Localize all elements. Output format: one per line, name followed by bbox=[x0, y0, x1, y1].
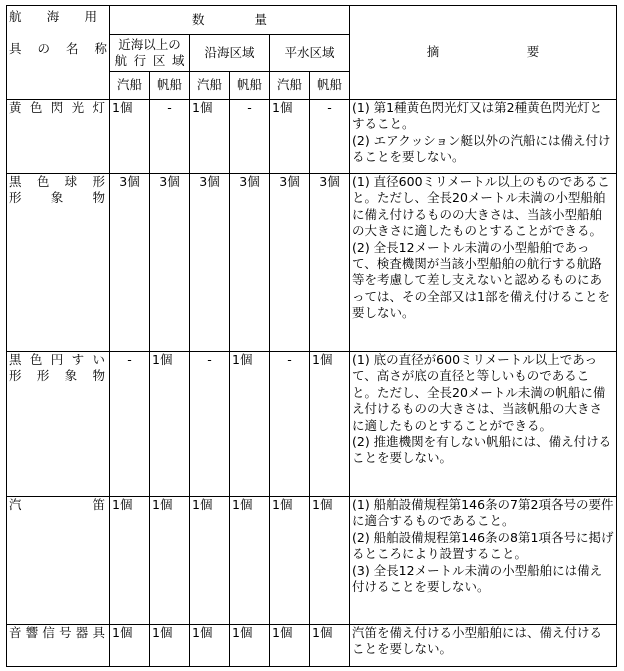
item-name-header bbox=[7, 6, 110, 100]
qty-cell: - bbox=[110, 352, 150, 497]
steam-header-3: 汽船 bbox=[270, 72, 310, 100]
item-header-line-2: 具 の 名 称 bbox=[9, 41, 107, 57]
remark-note: (1) 船舶設備規程第146条の7第2項各号の要件に適合するものであること。 bbox=[352, 497, 614, 529]
qty-cell: 1個 bbox=[270, 497, 310, 625]
item-name-line: 形 形 象 物 bbox=[9, 368, 105, 384]
qty-cell: 3個 bbox=[110, 174, 150, 352]
sail-header-2: 帆船 bbox=[230, 72, 270, 100]
remark-note: (2) 推進機関を有しない帆船には、備え付けることを要しない。 bbox=[352, 434, 612, 466]
equipment-table bbox=[6, 5, 617, 667]
qty-cell: 1個 bbox=[190, 100, 230, 174]
qty-cell: - bbox=[230, 100, 270, 174]
qty-cell: - bbox=[150, 100, 190, 174]
steam-header-2: 汽船 bbox=[190, 72, 230, 100]
qty-cell: 1個 bbox=[190, 497, 230, 625]
qty-cell: 1個 bbox=[110, 625, 150, 667]
remark-note: (1) 第1種黄色閃光灯又は第2種黄色閃光灯とすること。 bbox=[352, 100, 603, 132]
table-row bbox=[7, 497, 617, 625]
remarks-cell bbox=[350, 174, 617, 352]
qty-cell: 1個 bbox=[310, 497, 350, 625]
remarks-header: 摘 要 bbox=[350, 6, 617, 100]
item-name-line: 黒色球形 bbox=[9, 174, 105, 189]
item-name bbox=[7, 625, 110, 667]
item-name bbox=[7, 100, 110, 174]
remark-note: (2) 全長12メートル未満の小型船舶であって、検査機関が当該小型船舶の航行する航路等を考慮して差し支えないと認めるものにあっては、その全部又は1部を備え付けることを要しない。 bbox=[352, 239, 610, 321]
table-row bbox=[7, 174, 617, 352]
qty-cell: 1個 bbox=[150, 352, 190, 497]
qty-cell: - bbox=[310, 100, 350, 174]
qty-cell: 1個 bbox=[310, 625, 350, 667]
qty-cell: 1個 bbox=[150, 625, 190, 667]
zone-coastal-plus-header bbox=[110, 35, 190, 72]
qty-cell: 1個 bbox=[110, 100, 150, 174]
quantity-header: 数 量 bbox=[110, 6, 350, 35]
qty-cell: 3個 bbox=[150, 174, 190, 352]
sail-header-3: 帆船 bbox=[310, 72, 350, 100]
table-row bbox=[7, 625, 617, 667]
qty-cell: - bbox=[190, 352, 230, 497]
steam-header-1: 汽船 bbox=[110, 72, 150, 100]
qty-cell: - bbox=[270, 352, 310, 497]
item-name-line: 汽 笛 bbox=[9, 497, 105, 512]
qty-cell: 1個 bbox=[230, 625, 270, 667]
zone-smooth-water-header: 平水区域 bbox=[270, 35, 350, 72]
remark-note: (1) 底の直径が600ミリメートル以上であって、高さが底の直径と等しいものであること。ただし、全長20メートル未満の帆船に備え付けるものの大きさは、当該帆船の大きさに適したものとすることができる。 bbox=[352, 352, 606, 433]
qty-cell: 3個 bbox=[190, 174, 230, 352]
zone-coastal-header: 沿海区域 bbox=[190, 35, 270, 72]
table-row bbox=[7, 100, 617, 174]
sail-header-1: 帆船 bbox=[150, 72, 190, 100]
zone-1-line-2: 航行区域 bbox=[114, 53, 185, 68]
qty-cell: 1個 bbox=[230, 352, 270, 497]
remarks-cell bbox=[350, 100, 617, 174]
remarks-cell bbox=[350, 352, 617, 497]
remarks-cell bbox=[350, 625, 617, 667]
remark-note: (2) 船舶設備規程第146条の8第1項各号に掲げるところにより設置すること。 bbox=[352, 529, 614, 562]
qty-cell: 1個 bbox=[310, 352, 350, 497]
remark-note: (3) 全長12メートル未満の小型船舶には備え付けることを要しない。 bbox=[352, 562, 603, 595]
qty-cell: 1個 bbox=[150, 497, 190, 625]
qty-cell: 1個 bbox=[190, 625, 230, 667]
item-name-line: 黒色円すい bbox=[9, 352, 105, 367]
qty-cell: 1個 bbox=[110, 497, 150, 625]
remarks-cell bbox=[350, 497, 617, 625]
item-name-line: 形 象 物 bbox=[9, 190, 105, 206]
qty-cell: 1個 bbox=[230, 497, 270, 625]
qty-cell: 3個 bbox=[310, 174, 350, 352]
remark-note: 汽笛を備え付ける小型船舶には、備え付けることを要しない。 bbox=[352, 625, 603, 657]
zone-1-line-1: 近海以上の bbox=[118, 37, 181, 52]
qty-cell: 1個 bbox=[270, 625, 310, 667]
item-name-line: 音響信号器具 bbox=[9, 625, 105, 640]
item-header-line-1: 航 海 用 bbox=[9, 9, 97, 24]
item-name-line: 黄色閃光灯 bbox=[9, 100, 105, 115]
remark-note: (1) 直径600ミリメートル以上のものであること。ただし、全長20メートル未満の小型船舶に備え付けるものの大きさは、当該小型船舶の大きさに適したものとすることができる。 bbox=[352, 174, 610, 239]
item-name bbox=[7, 174, 110, 352]
qty-cell: 3個 bbox=[270, 174, 310, 352]
item-name bbox=[7, 352, 110, 497]
item-name bbox=[7, 497, 110, 625]
qty-cell: 1個 bbox=[270, 100, 310, 174]
qty-cell: 3個 bbox=[230, 174, 270, 352]
remark-note: (2) エアクッション艇以外の汽船には備え付けることを要しない。 bbox=[352, 132, 611, 165]
table-row bbox=[7, 352, 617, 497]
